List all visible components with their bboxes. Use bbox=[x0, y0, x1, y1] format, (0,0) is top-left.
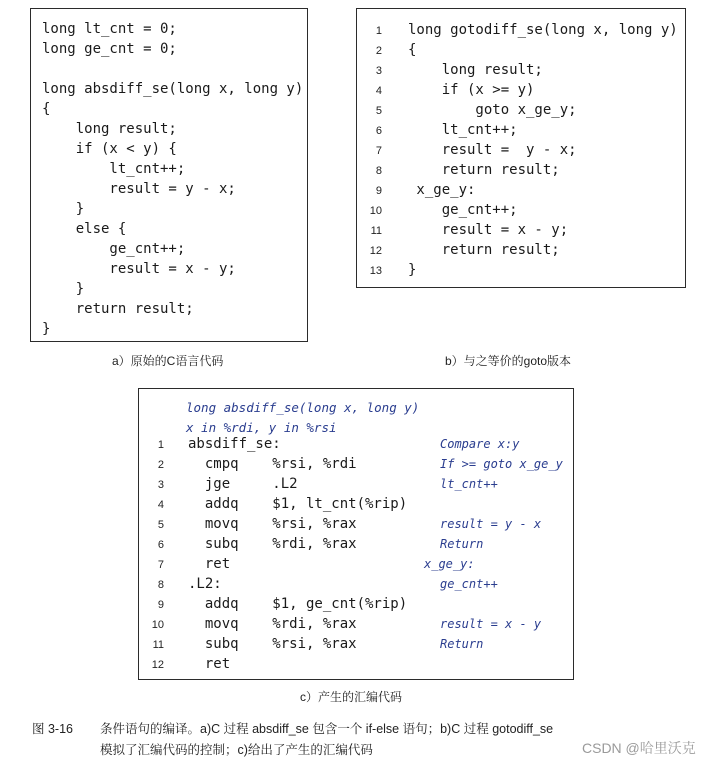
code-line: else { bbox=[42, 221, 127, 237]
code-line: lt_cnt++; bbox=[408, 122, 518, 138]
asm-line: ret bbox=[188, 656, 231, 672]
asm-line: movq %rsi, %rax bbox=[188, 516, 357, 532]
asm-line: jge .L2 bbox=[188, 476, 298, 492]
asm-comment: ge_cnt++ bbox=[440, 577, 498, 591]
code-line: long gotodiff_se(long x, long y) bbox=[408, 22, 678, 38]
asm-comment: If >= goto x_ge_y bbox=[440, 457, 563, 471]
line-number: 4 bbox=[157, 499, 164, 511]
asm-comment: lt_cnt++ bbox=[440, 477, 498, 491]
line-number: 12 bbox=[151, 659, 164, 671]
line-number: 12 bbox=[369, 245, 382, 257]
code-line: } bbox=[42, 281, 85, 297]
code-line: { bbox=[42, 101, 51, 117]
line-number: 1 bbox=[157, 439, 164, 451]
figure-caption-line1: 条件语句的编译。a)C 过程 absdiff_se 包含一个 if-else 语句；b)C 过程 gotodiff_se bbox=[100, 722, 554, 736]
asm-line: cmpq %rsi, %rdi bbox=[188, 456, 357, 472]
line-number: 1 bbox=[375, 25, 382, 37]
watermark: CSDN @哈里沃克 bbox=[582, 740, 696, 756]
asm-comment: result = y - x bbox=[440, 517, 542, 531]
code-line: } bbox=[42, 201, 85, 217]
line-number: 11 bbox=[370, 225, 382, 237]
panel-c-caption: c）产生的汇编代码 bbox=[300, 690, 403, 704]
asm-comment: Return bbox=[440, 637, 484, 651]
line-number: 8 bbox=[157, 579, 164, 591]
code-line: return result; bbox=[408, 242, 560, 258]
code-line: result = x - y; bbox=[42, 261, 236, 277]
asm-line: .L2: bbox=[188, 576, 222, 592]
asm-comment: Return bbox=[440, 537, 484, 551]
line-number: 7 bbox=[157, 559, 164, 571]
asm-comment: Compare x:y bbox=[440, 437, 520, 451]
code-line: x_ge_y: bbox=[408, 182, 476, 198]
code-line: result = y - x; bbox=[408, 142, 577, 158]
panel-a-caption: a）原始的C语言代码 bbox=[112, 354, 224, 368]
code-line: if (x < y) { bbox=[42, 141, 177, 157]
code-line: ge_cnt++; bbox=[42, 241, 186, 257]
code-line: result = y - x; bbox=[42, 181, 236, 197]
asm-header-line: long absdiff_se(long x, long y) bbox=[186, 400, 420, 415]
line-number: 3 bbox=[375, 65, 382, 77]
code-line: long result; bbox=[42, 121, 177, 137]
code-line: } bbox=[408, 262, 417, 278]
asm-comment: x_ge_y: bbox=[424, 557, 475, 571]
code-line: long lt_cnt = 0; bbox=[42, 21, 177, 37]
line-number: 2 bbox=[157, 459, 164, 471]
asm-header-line: x in %rdi, y in %rsi bbox=[186, 420, 337, 435]
line-number: 8 bbox=[375, 165, 382, 177]
code-line: result = x - y; bbox=[408, 222, 569, 238]
code-line: if (x >= y) bbox=[408, 82, 535, 98]
line-number: 13 bbox=[369, 265, 382, 277]
figure-label: 图 3-16 bbox=[32, 722, 73, 736]
line-number: 6 bbox=[157, 539, 164, 551]
line-number: 9 bbox=[157, 599, 164, 611]
line-number: 7 bbox=[375, 145, 382, 157]
code-line: goto x_ge_y; bbox=[408, 102, 577, 118]
code-line: { bbox=[408, 42, 417, 58]
line-number: 10 bbox=[151, 619, 164, 631]
line-number: 4 bbox=[375, 85, 382, 97]
line-number: 5 bbox=[375, 105, 382, 117]
asm-line: subq %rdi, %rax bbox=[188, 536, 357, 552]
asm-line: ret bbox=[188, 556, 231, 572]
code-line: return result; bbox=[408, 162, 560, 178]
asm-line: absdiff_se: bbox=[188, 436, 281, 452]
asm-line: movq %rdi, %rax bbox=[188, 616, 357, 632]
code-line: long result; bbox=[408, 62, 543, 78]
line-number: 5 bbox=[157, 519, 164, 531]
line-number: 11 bbox=[152, 639, 164, 651]
code-line: long absdiff_se(long x, long y) bbox=[42, 81, 304, 97]
asm-line: subq %rsi, %rax bbox=[188, 636, 357, 652]
code-line: lt_cnt++; bbox=[42, 161, 186, 177]
line-number: 3 bbox=[157, 479, 164, 491]
line-number: 9 bbox=[375, 185, 382, 197]
code-line: } bbox=[42, 321, 51, 337]
code-line: ge_cnt++; bbox=[408, 202, 518, 218]
code-line: return result; bbox=[42, 301, 194, 317]
asm-line: addq $1, lt_cnt(%rip) bbox=[188, 496, 408, 512]
asm-comment: result = x - y bbox=[440, 617, 542, 631]
code-line: long ge_cnt = 0; bbox=[42, 41, 177, 57]
line-number: 10 bbox=[369, 205, 382, 217]
figure-caption-line2: 模拟了汇编代码的控制；c)给出了产生的汇编代码 bbox=[100, 743, 373, 757]
asm-line: addq $1, ge_cnt(%rip) bbox=[188, 596, 408, 612]
line-number: 6 bbox=[375, 125, 382, 137]
panel-b-caption: b）与之等价的goto版本 bbox=[445, 354, 572, 368]
line-number: 2 bbox=[375, 45, 382, 57]
